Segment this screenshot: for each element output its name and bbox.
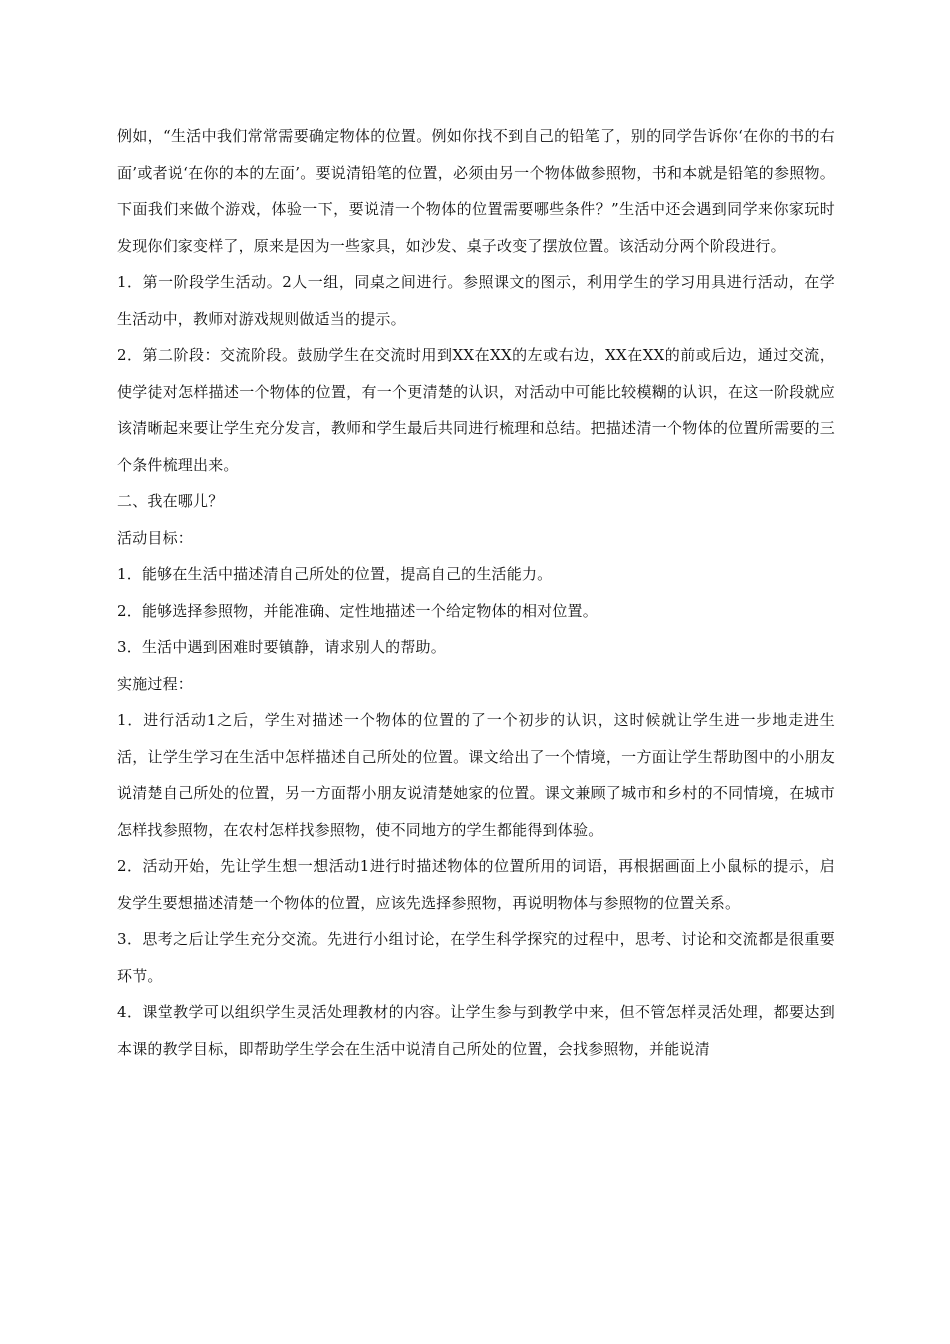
paragraph-stage-two: 2．第二阶段：交流阶段。鼓励学生在交流时用到XX在XX的左或右边，XX在XX的前或后边，通过交流，使学徒对怎样描述一个物体的位置，有一个更清楚的认识，对活动中可能比较模糊的认识，在这一阶段就应该清晰起来要让学生充分发言，教师和学生最后共同进行梳理和总结。把描述清一个物体的位置所需要的三个条件梳理出来。 [117, 346, 835, 474]
goal-item-1: 1．能够在生活中描述清自己所处的位置，提高自己的生活能力。 [117, 565, 553, 583]
paragraph-intro: 例如，“生活中我们常常需要确定物体的位置。例如你找不到自己的铅笔了，别的同学告诉你‘在你的书的右面’或者说‘在你的本的左面’。要说清铅笔的位置，必须由另一个物体做参照物，书和本就是铅笔的参照物。下面我们来做个游戏，体验一下，要说清一个物体的位置需要哪些条件？”生活中还会遇到同学来你家玩时发现你们家变样了，原来是因为一些家具，如沙发、桌子改变了摆放位置。该活动分两个阶段进行。 [117, 127, 835, 255]
goals-heading: 活动目标： [117, 528, 194, 547]
goal-item-3: 3．生活中遇到困难时要镇静，请求别人的帮助。 [117, 638, 446, 656]
process-item-3: 3．思考之后让学生充分交流。先进行小组讨论，在学生科学探究的过程中，思考、讨论和交流都是很重要环节。 [117, 930, 835, 985]
goal-item-2: 2．能够选择参照物，并能准确、定性地描述一个给定物体的相对位置。 [117, 601, 598, 620]
process-item-2: 2．活动开始，先让学生想一想活动1进行时描述物体的位置所用的词语，再根据画面上小鼠标的提示，启发学生要想描述清楚一个物体的位置，应该先选择参照物，再说明物体与参照物的位置关系。 [117, 857, 835, 912]
section-heading-where-am-i: 二、我在哪儿？ [117, 492, 224, 510]
paragraph-stage-one: 1．第一阶段学生活动。2人一组，同桌之间进行。参照课文的图示，利用学生的学习用具进行活动，在学生活动中，教师对游戏规则做适当的提示。 [117, 273, 835, 328]
document-body [117, 118, 835, 1067]
process-heading: 实施过程： [117, 674, 194, 693]
process-item-4: 4．课堂教学可以组织学生灵活处理教材的内容。让学生参与到教学中来，但不管怎样灵活处理，都要达到本课的教学目标，即帮助学生学会在生活中说清自己所处的位置，会找参照物，并能说清 [117, 1003, 835, 1058]
process-item-1: 1．进行活动1之后，学生对描述一个物体的位置的了一个初步的认识，这时候就让学生进一步地走进生活，让学生学习在生活中怎样描述自己所处的位置。课文给出了一个情境，一方面让学生帮助图中的小朋友说清楚自己所处的位置，另一方面帮小朋友说清楚她家的位置。课文兼顾了城市和乡村的不同情境，在城市怎样找参照物，在农村怎样找参照物，使不同地方的学生都能得到体验。 [117, 711, 835, 839]
